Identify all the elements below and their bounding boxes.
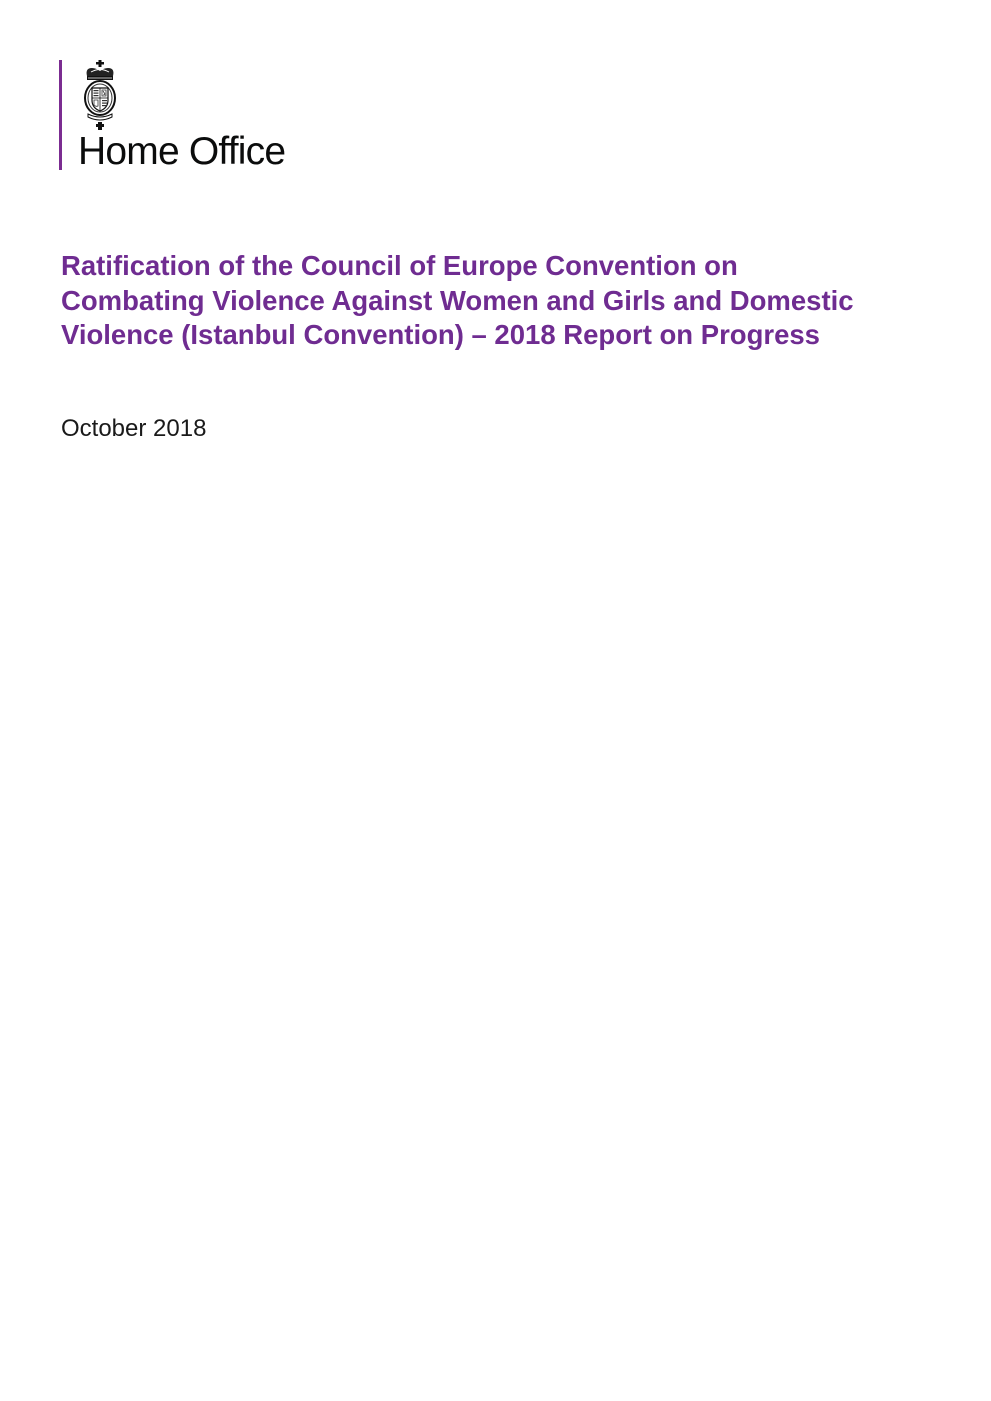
publication-date: October 2018 — [61, 415, 207, 442]
title-line-1: Ratification of the Council of Europe Convention on — [61, 250, 738, 281]
home-office-logo — [59, 60, 329, 173]
title-line-3: Violence (Istanbul Convention) – 2018 Report on Progress — [61, 319, 820, 350]
logo-accent-bar — [59, 60, 62, 170]
royal-crest-icon — [79, 60, 121, 132]
organisation-name: Home Office — [78, 130, 286, 173]
document-title — [61, 249, 961, 353]
title-line-2: Combating Violence Against Women and Girls and Domestic — [61, 284, 854, 316]
